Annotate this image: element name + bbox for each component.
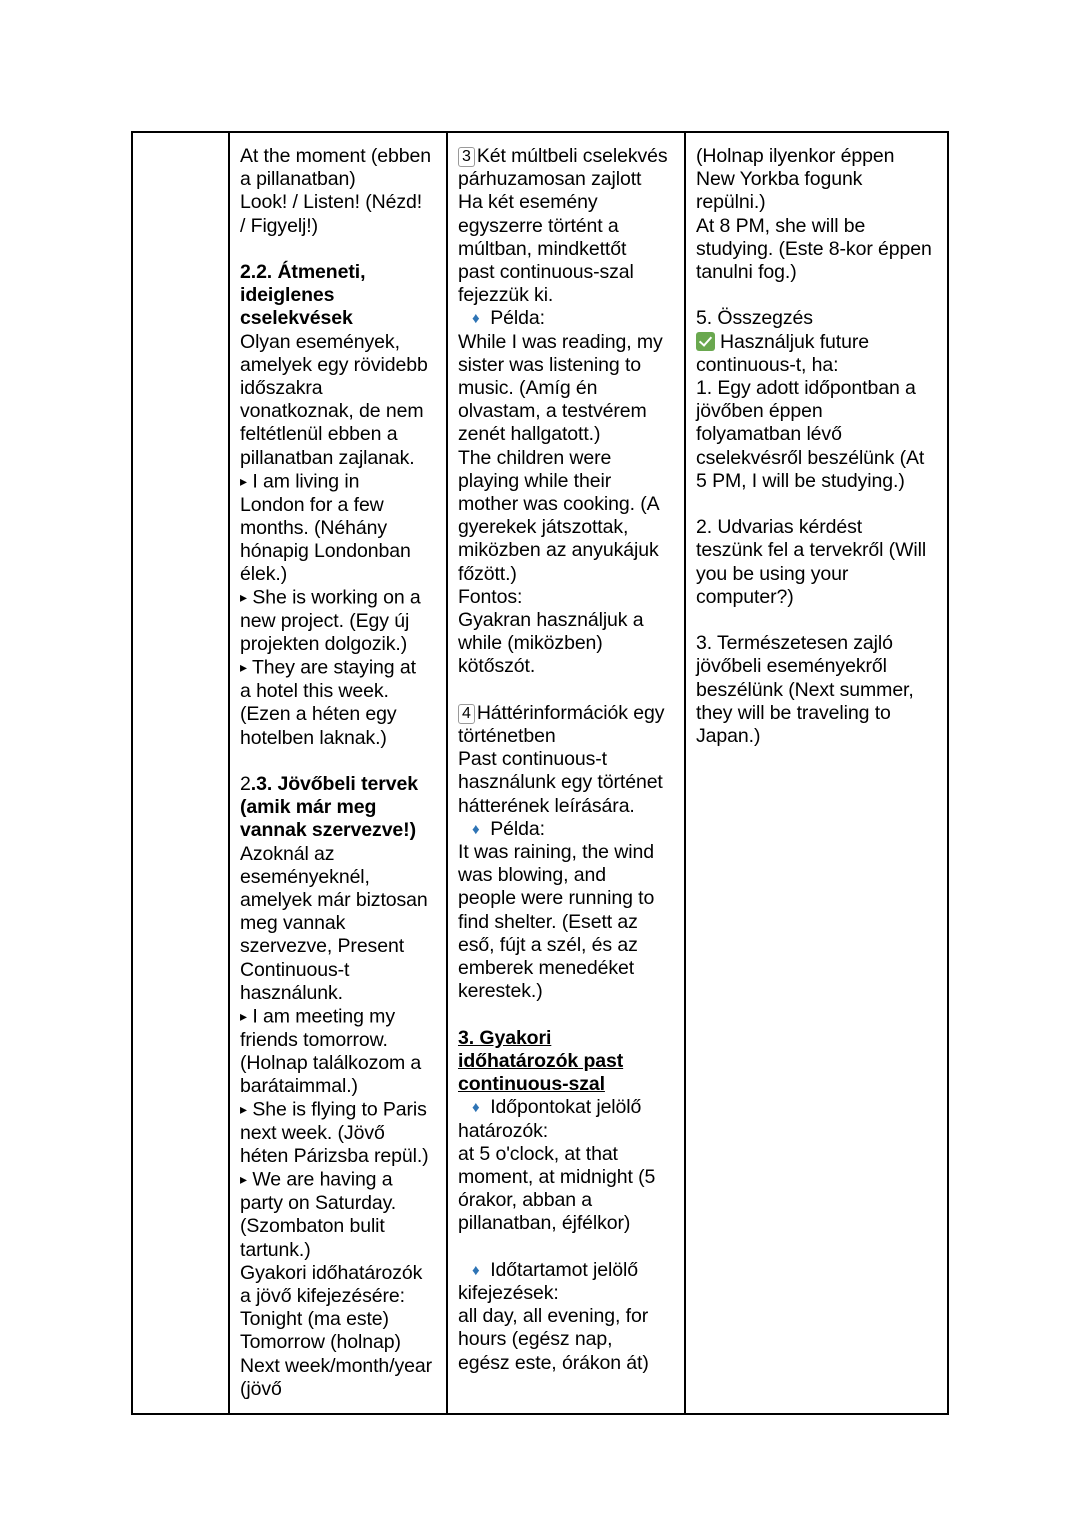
bullet-text: She is working on a [247,586,421,609]
text-line: repülni.) [696,191,766,214]
text-line: mother was cooking. (A [458,493,660,516]
text-line: at 5 o'clock, at that [458,1142,618,1165]
underlined-heading-line: continuous-szal [458,1073,605,1096]
example-bullet-line [240,656,437,680]
blank-line [240,238,437,261]
text-line: hours (egész nap, [458,1328,613,1351]
text-line: főzött.) [458,562,517,585]
future-continuous-content [686,133,947,760]
diamond-bullet-icon: ♦ [472,310,480,328]
text-line: friends tomorrow. [240,1028,388,1051]
table-cell-present-continuous [229,132,447,1414]
text-line: Next week/month/year [240,1354,433,1377]
underlined-heading-line: 3. Gyakori [458,1026,552,1049]
example-bullet-line [240,1098,437,1122]
text-line: egész este, órákon át) [458,1351,649,1374]
text-line: sister was listening to [458,353,642,376]
text-line: a hotel this week. [240,680,389,703]
triangle-bullet-icon: ▸ [240,1007,248,1024]
text-line: cselekvésről beszélünk (At [696,446,925,469]
text-line: használunk. [240,981,343,1004]
text-line: studying. (Este 8-kor éppen [696,237,932,260]
text-line: párhuzamosan zajlott [458,168,642,191]
text-line: hátterének leírására. [458,794,635,817]
text-line: Gyakran használjuk a [458,609,644,632]
diamond-bullet-icon: ♦ [472,1261,480,1279]
triangle-bullet-icon: ▸ [240,1171,248,1188]
text-line: múltban, mindkettőt [458,237,627,260]
text-line: olvastam, a testvérem [458,400,647,423]
text-line: barátaimmal.) [240,1075,358,1098]
text-line: Past continuous-t [458,748,607,771]
text-line: people were running to [458,887,655,910]
text-line: 1. Egy adott időpontban a [696,377,916,400]
heading-line: 2.2. Átmeneti, [240,261,366,283]
past-continuous-content [448,133,684,1387]
blank-line [240,750,437,773]
text-line: egyszerre történt a [458,214,619,237]
text-line: (jövő [240,1377,282,1400]
bullet-text: They are staying at [247,656,416,679]
table-cell-spacer [132,132,229,1414]
text-line: jövőbeli eseményekről [696,655,887,678]
blank-line [696,609,938,632]
text-line: 5 PM, I will be studying.) [696,469,905,492]
heading-line: (amik már meg [240,796,377,819]
text-line: Look! / Listen! (Nézd! [240,191,423,214]
text-line: find shelter. (Esett az [458,910,638,933]
heading-line: ideiglenes [240,284,335,307]
text-line: a pillanatban) [240,168,356,191]
text-line: they will be traveling to [696,701,891,724]
text-line: eseményeknél, [240,865,370,888]
checkmark-line [696,331,938,354]
text-line: tanulni fog.) [696,261,797,284]
example-bullet-line [240,1005,437,1029]
text-line: It was raining, the wind [458,841,654,864]
green-check-icon [696,332,715,351]
bullet-text: Időtartamot jelölő [479,1258,638,1281]
heading-text: Háttérinformációk egy [476,701,665,724]
numbered-heading-line [458,702,675,725]
text-line: hotelben laknak.) [240,726,387,749]
example-bullet-line [240,470,437,494]
text-line: The children were [458,446,612,469]
blank-line [458,679,675,702]
text-line: computer?) [696,585,794,608]
text-line: miközben az anyukájuk [458,539,659,562]
text-line: Ha két esemény [458,191,598,214]
triangle-bullet-icon: ▸ [240,589,248,606]
text-line: élek.) [240,563,288,586]
text-line: Tonight (ma este) [240,1308,389,1331]
bullet-text: Példa: [479,817,545,840]
diamond-bullet-line [458,1259,675,1282]
text-line: meg vannak [240,912,346,935]
text-line: party on Saturday. [240,1192,397,1215]
diamond-bullet-line [458,307,675,330]
text-line: hónapig Londonban [240,539,411,562]
text-line: 2. Udvarias kérdést [696,516,863,539]
text-line: kifejezések: [458,1281,559,1304]
bullet-text: She is flying to Paris [247,1098,427,1121]
text-line: szervezve, Present [240,935,405,958]
text-line: történetben [458,725,556,748]
text-line: you be using your [696,562,849,585]
text-line: (Holnap ilyenkor éppen [696,145,895,167]
triangle-bullet-icon: ▸ [240,1101,248,1118]
heading-line: vannak szervezve!) [240,819,416,842]
spacer-cell-content [133,133,228,1390]
blank-line [696,493,938,516]
text-line: At 8 PM, she will be [696,214,866,237]
text-line: months. (Néhány [240,516,387,539]
grammar-notes-table [131,131,949,1415]
text-line: vonatkoznak, de nem [240,400,424,423]
text-line: past continuous-szal [458,261,634,284]
text-line: 3. Természetesen zajló [696,632,893,655]
text-line: zenét hallgatott.) [458,423,601,446]
text-line: Continuous-t [240,958,350,981]
keycap-number-icon: 3 [458,147,475,167]
text-line: használunk egy történet [458,771,663,794]
text-line: amelyek már biztosan [240,888,428,911]
text-line: Tomorrow (holnap) [240,1331,401,1354]
blank-line [458,1004,675,1027]
diamond-bullet-icon: ♦ [472,1099,480,1117]
bullet-text: Példa: [479,307,545,330]
keycap-number-icon: 4 [458,704,475,724]
text-line: While I was reading, my [458,330,663,353]
text-line: 5. Összegzés [696,307,813,330]
table-row [132,132,948,1414]
text-line: music. (Amíg én [458,377,598,400]
text-line: amelyek egy rövidebb [240,353,428,376]
bullet-text: I am meeting my [247,1005,395,1028]
text-line: (Ezen a héten egy [240,703,397,726]
text-line: a jövő kifejezésére: [240,1284,405,1307]
text-line: moment, at midnight (5 [458,1165,656,1188]
underlined-heading-line: időhatározók past [458,1049,624,1072]
text-line: Japan.) [696,725,761,748]
bullet-text: Időpontokat jelölő [479,1096,642,1119]
text-line: Azoknál az [240,842,335,865]
diamond-bullet-line [458,1096,675,1119]
text-line: kötőszót. [458,655,536,678]
blank-line [458,1236,675,1259]
table-cell-future-continuous [685,132,948,1414]
text-line: new project. (Egy új [240,610,410,633]
text-line: teszünk fel a tervekről (Will [696,539,927,562]
text-line: eső, fújt a szél, és az [458,933,638,956]
text-line: London for a few [240,493,384,516]
text-line: kerestek.) [458,980,543,1003]
text-line: all day, all evening, for [458,1305,649,1328]
text-line: jövőben éppen [696,400,823,423]
text-line: feltétlenül ebben a [240,423,398,446]
table-cell-past-continuous [447,132,685,1414]
heading-line: cselekvések [240,307,353,330]
text-line: tartunk.) [240,1238,311,1261]
text-line: New Yorkba fogunk [696,168,863,191]
text-line: was blowing, and [458,864,606,887]
text-line: időszakra [240,377,323,400]
text-line: pillanatban zajlanak. [240,446,415,469]
heading-prefix: 2 [240,772,251,795]
numbered-heading-line [458,145,675,168]
text-line: pillanatban, éjfélkor) [458,1212,631,1235]
text-line: Fontos: [458,585,523,608]
blank-line [696,284,938,307]
text-line: órakor, abban a [458,1189,593,1212]
text-line: At the moment (ebben [240,145,431,167]
example-bullet-line [240,1168,437,1192]
heading-line [240,773,437,796]
text-line: gyerekek játszottak, [458,516,629,539]
diamond-bullet-icon: ♦ [472,820,480,838]
text-line: continuous-t, ha: [696,353,839,376]
heading-text: Két múltbeli cselekvés [476,145,668,167]
text-line: / Figyelj!) [240,214,318,237]
text-line: héten Párizsba repül.) [240,1145,429,1168]
bullet-text: I am living in [247,470,360,493]
text-line: beszélünk (Next summer, [696,678,914,701]
checkmark-text: Használjuk future [720,330,869,353]
text-line: playing while their [458,469,612,492]
text-line: Olyan események, [240,330,400,353]
text-line: fejezzük ki. [458,284,554,307]
text-line: projekten dolgozik.) [240,633,408,656]
text-line: (Holnap találkozom a [240,1051,422,1074]
diamond-bullet-line [458,818,675,841]
text-line: folyamatban lévő [696,423,842,446]
text-line: next week. (Jövő [240,1122,385,1144]
text-line: while (miközben) [458,632,603,655]
example-bullet-line [240,586,437,610]
heading-text: .3. Jövőbeli tervek [250,772,418,795]
bullet-text: We are having a [247,1168,393,1191]
triangle-bullet-icon: ▸ [240,659,248,676]
text-line: Gyakori időhatározók [240,1261,423,1284]
triangle-bullet-icon: ▸ [240,472,248,489]
text-line: határozók: [458,1119,549,1142]
text-line: (Szombaton bulit [240,1215,385,1238]
present-continuous-content [230,133,446,1413]
text-line: emberek menedéket [458,957,635,980]
